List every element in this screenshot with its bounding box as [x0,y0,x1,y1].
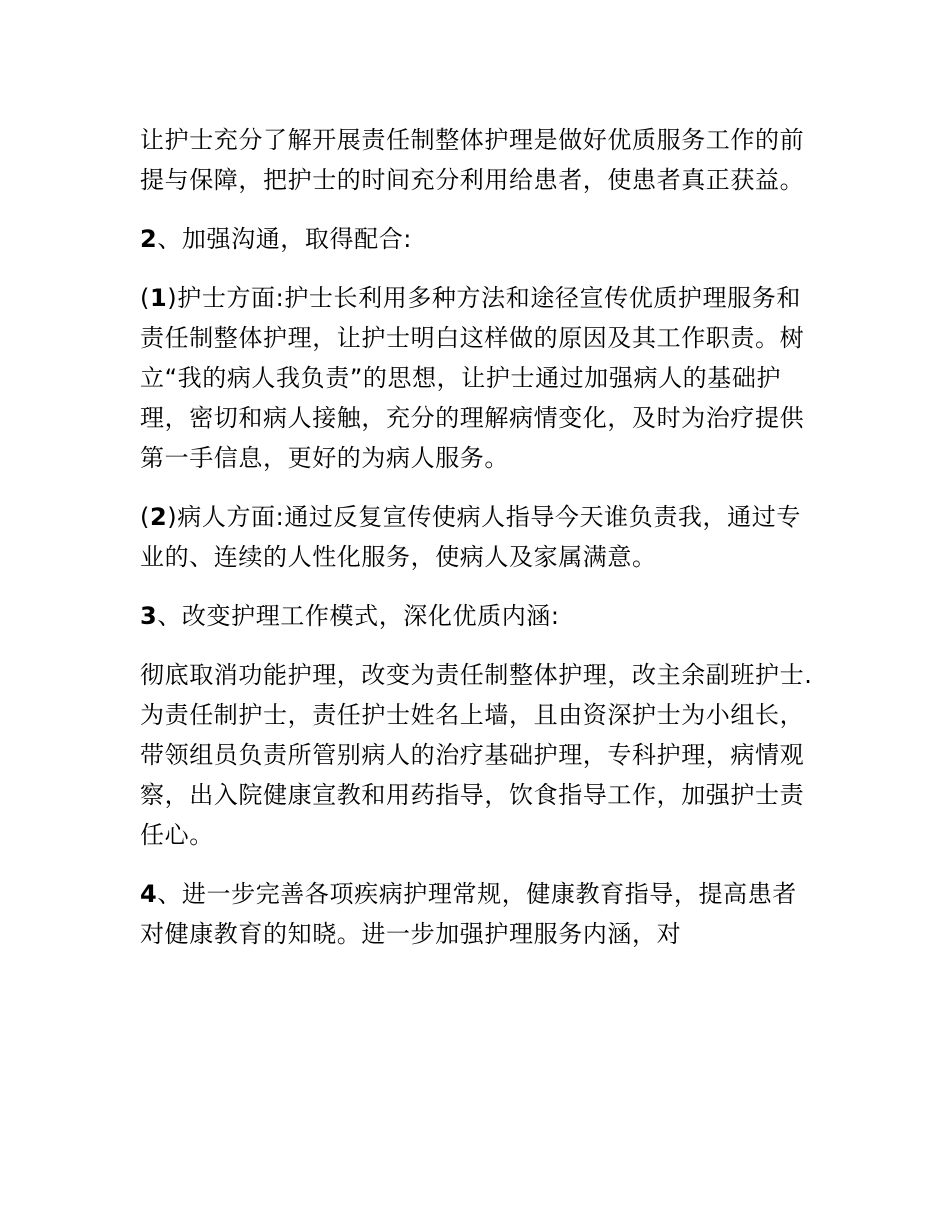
paragraph-text: )病人方面:通过反复宣传使病人指导今天谁负责我，通过专业的、连续的人性化服务，使病人及家属满意。 [140,503,801,571]
paragraph-intro [140,120,815,200]
section-heading-4 [140,874,815,954]
paragraph-patient-side [140,497,815,577]
section-number: 4 [140,880,158,908]
section-heading-2 [140,219,815,259]
item-number: 2 [149,503,168,531]
paragraph-work-mode [140,655,815,855]
section-heading-text: 、改变护理工作模式，深化优质内涵: [157,602,560,630]
item-number: 1 [149,284,168,312]
section-heading-3 [140,596,815,636]
paragraph-text: 彻底取消功能护理，改变为责任制整体护理，改主余副班护士.为责任制护士，责任护士姓名上墙，且由资深护士为小组长，带领组员负责所管别病人的治疗基础护理，专科护理，病情观察，出入院健康宣教和用药指导，饮食指导工作，加强护士责任心。 [140,661,813,849]
paren-open: ( [140,503,150,531]
section-heading-text: 、加强沟通，取得配合: [157,225,412,253]
section-number: 2 [140,225,158,253]
paragraph-text: 、进一步完善各项疾病护理常规，健康教育指导，提高患者对健康教育的知晓。进一步加强护理服务内涵，对 [140,880,797,948]
paragraph-text: 让护士充分了解开展责任制整体护理是做好优质服务工作的前提与保障，把护士的时间充分利用给患者，使患者真正获益。 [140,126,805,194]
section-number: 3 [140,602,158,630]
paragraph-text: )护士方面:护士长利用多种方法和途径宣传优质护理服务和责任制整体护理，让护士明白这样做的原因及其工作职责。树立“我的病人我负责”的思想，让护士通过加强病人的基础护理，密切和病人接触，充分的理解病情变化，及时为治疗提供第一手信息，更好的为病人服务。 [140,284,805,472]
paragraph-nurse-side [140,278,815,478]
document-page [140,120,815,973]
paren-open: ( [140,284,150,312]
